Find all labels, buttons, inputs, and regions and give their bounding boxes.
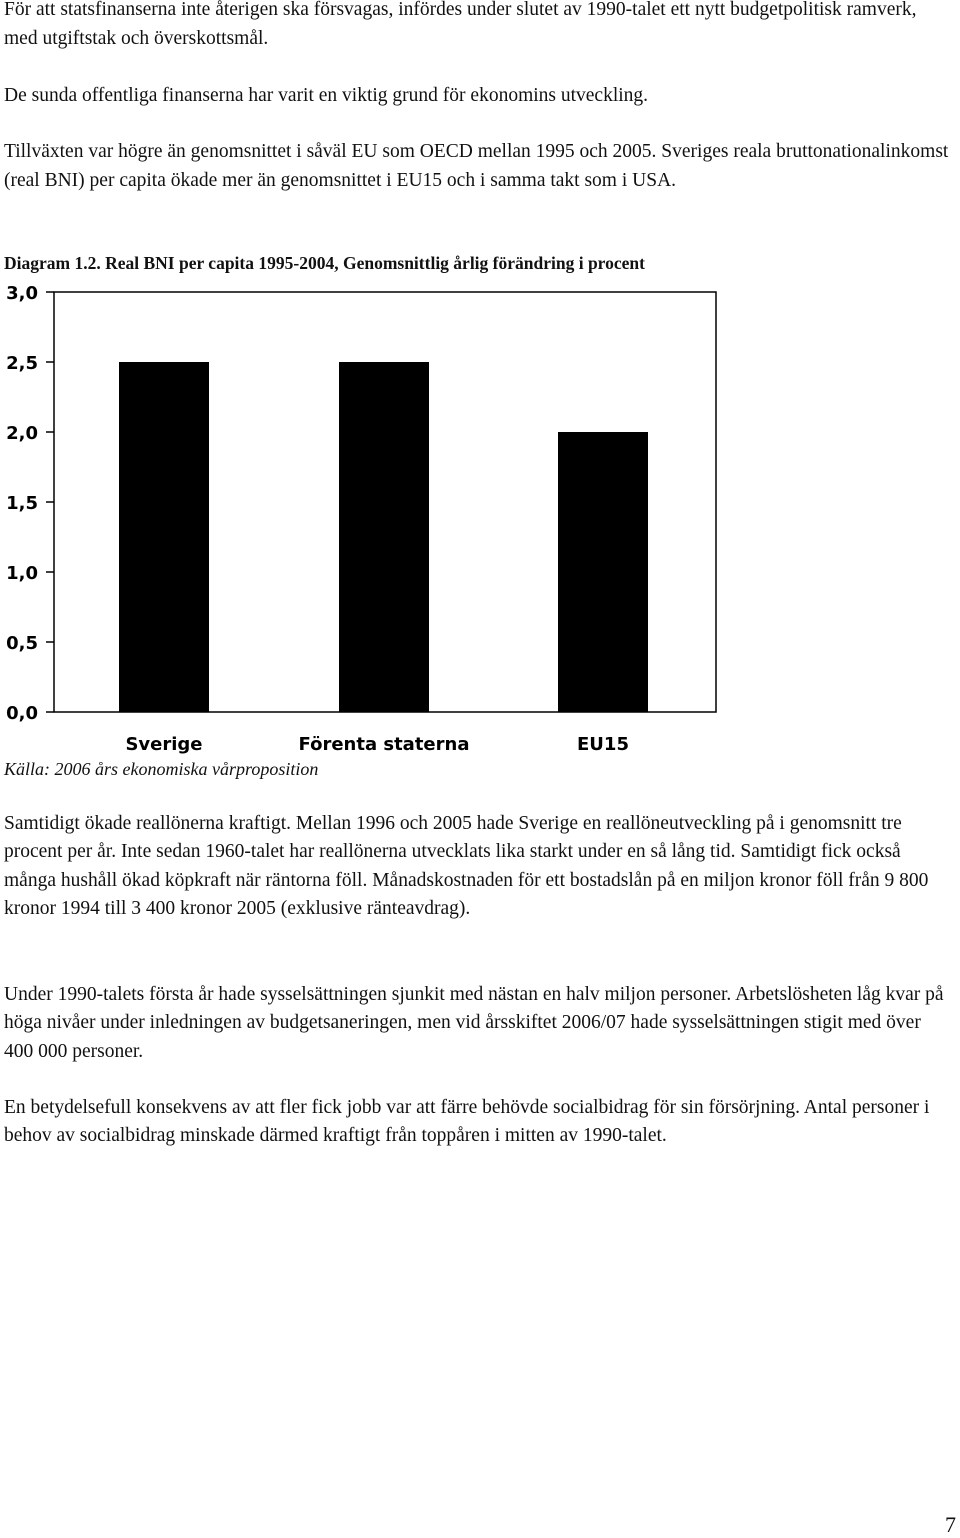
finance-paragraph: De sunda offentliga finanserna har varit en viktig grund för ekonomins utveckling. [4,85,649,106]
bar-3 [558,432,648,712]
bars [119,362,648,712]
y-axis [6,283,54,724]
x-tick-label: EU15 [577,734,629,755]
y-tick-label: 2,0 [6,423,38,444]
employment-paragraph: Under 1990-talets första år hade sysselsättningen sjunkit med nästan en halv miljon personer. Arbetslösheten låg kvar på höga nivåer under inledningen av budgetsaneringen, men vid årsskiftet 2006/07 hade sysselsättningen stigit med över 400 000 personer. [4,984,944,1062]
bar-1 [119,362,209,712]
bar-2 [339,362,429,712]
y-tick-label: 1,5 [6,493,38,514]
intro-paragraph: För att statsfinanserna inte återigen ska försvagas, infördes under slutet av 1990-talet ett nytt budgetpolitisk ramverk, med utgiftstak och överskottsmål. [4,0,917,49]
page-number: 7 [945,1512,956,1537]
x-tick-label: Förenta staterna [298,734,470,755]
figure-source: Källa: 2006 års ekonomiska vårproposition [4,759,319,779]
y-tick-label: 1,0 [6,563,38,584]
y-tick-label: 0,0 [6,703,38,724]
growth-paragraph: Tillväxten var högre än genomsnittet i såväl EU som OECD mellan 1995 och 2005. Sveriges reala bruttonationalinkomst (real BNI) per capita ökade mer än genomsnittet i EU15 och i samma takt som i USA. [4,141,949,191]
figure-caption: Diagram 1.2. Real BNI per capita 1995-2004, Genomsnittlig årlig förändring i procent [4,253,645,273]
bar-chart [0,276,760,766]
y-tick-label: 2,5 [6,353,38,374]
y-tick-label: 0,5 [6,633,38,654]
wages-paragraph: Samtidigt ökade reallönerna kraftigt. Mellan 1996 och 2005 hade Sverige en reallöneutveckling på i genomsnitt tre procent per år. Inte sedan 1960-talet har reallönerna utvecklats lika starkt under en så lång tid. Samtidigt fick också många hushåll ökad köpkraft när räntorna föll. Månadskostnaden för ett bostadslån på en miljon kronor föll från 9 800 kronor 1994 till 3 400 kronor 2005 (exklusive ränteavdrag). [4,813,929,919]
welfare-paragraph: En betydelsefull konsekvens av att fler fick jobb var att färre behövde socialbidrag för sin försörjning. Antal personer i behov av socialbidrag minskade därmed kraftigt från toppåren i mitten av 1990-talet. [4,1097,930,1147]
x-tick-label: Sverige [125,734,203,755]
y-tick-label: 3,0 [6,283,38,304]
x-axis [125,734,629,755]
